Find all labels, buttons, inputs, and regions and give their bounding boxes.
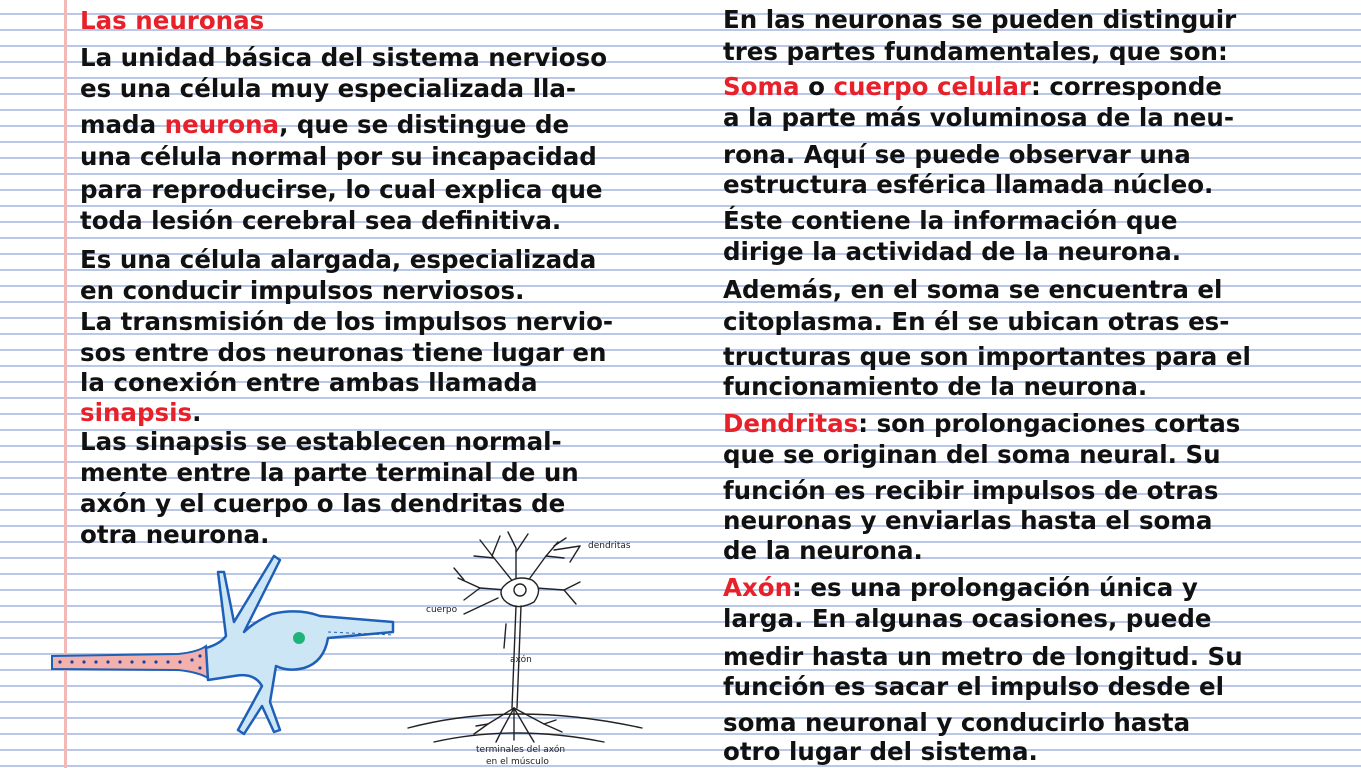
term-neurona: neurona [164,110,280,139]
text-line [80,399,201,427]
term-axon: Axón [723,573,793,602]
axon-terminal [52,646,208,678]
receiving-neuron [206,556,393,734]
text-line: toda lesión cerebral sea definitiva. [80,206,562,235]
text-fragment: mada [80,110,165,139]
text-line [723,574,1198,602]
text-line: medir hasta un metro de longitud. Su [723,642,1243,671]
text-line: rona. Aquí se puede observar una [723,140,1191,169]
neuron-diagram [404,528,654,768]
text-line: tres partes fundamentales, que son: [723,37,1228,66]
text-line: neuronas y enviarlas hasta el soma [723,506,1213,535]
text-line: otro lugar del sistema. [723,737,1038,766]
text-fragment: : es una prolongación única y [792,573,1198,602]
text-line: estructura esférica llamada núcleo. [723,170,1214,199]
right-column [723,0,1359,768]
text-line: función es recibir impulsos de otras [723,476,1219,505]
text-line: funcionamiento de la neurona. [723,372,1148,401]
label-musculo: en el músculo [486,757,549,767]
text-line [723,73,1222,101]
label-terminales: terminales del axón [476,745,566,755]
term-cuerpo-celular: cuerpo celular [833,72,1032,101]
text-line: soma neuronal y conducirlo hasta [723,708,1191,737]
text-line: sos entre dos neuronas tiene lugar en [80,338,607,367]
label-axon: axón [510,655,532,665]
text-line: La transmisión de los impulsos nervio- [80,307,614,336]
label-cuerpo: cuerpo [426,605,458,615]
text-line: la conexión entre ambas llamada [80,368,538,397]
text-line: que se originan del soma neural. Su [723,440,1221,469]
text-line: en conducir impulsos nerviosos. [80,276,525,305]
page-title: Las neuronas [80,6,265,35]
text-line: Éste contiene la información que [723,206,1178,235]
synapse-illustration [48,552,398,737]
text-line: Las sinapsis se establecen normal- [80,427,562,456]
nucleus [293,632,305,644]
text-line: mente entre la parte terminal de un [80,458,579,487]
text-line: otra neurona. [80,520,270,549]
left-column [80,0,720,560]
label-dendritas: dendritas [588,541,631,551]
text-line: una célula normal por su incapacidad [80,142,597,171]
text-line: Es una célula alargada, especializada [80,245,597,274]
text-line: Además, en el soma se encuentra el [723,275,1223,304]
text-line: larga. En algunas ocasiones, puede [723,604,1212,633]
text-line [723,410,1240,438]
text-fragment: : corresponde [1031,72,1223,101]
text-line: para reproducirse, lo cual explica que [80,175,603,204]
text-line: citoplasma. En él se ubican otras es- [723,307,1230,336]
text-line: a la parte más voluminosa de la neu- [723,103,1235,132]
text-line: función es sacar el impulso desde el [723,672,1225,701]
text-fragment: o [799,72,834,101]
text-line: dirige la actividad de la neurona. [723,237,1182,266]
text-line: La unidad básica del sistema nervioso [80,43,608,72]
term-sinapsis: sinapsis [80,398,193,427]
term-dendritas: Dendritas [723,409,859,438]
text-line: tructuras que son importantes para el [723,342,1251,371]
text-line: de la neurona. [723,536,923,565]
text-fragment: : son prolongaciones cortas [858,409,1241,438]
text-fragment: , que se distingue de [279,110,570,139]
text-line: es una célula muy especializada lla- [80,74,577,103]
text-line: En las neuronas se pueden distinguir [723,5,1237,34]
term-soma: Soma [723,72,800,101]
text-line: axón y el cuerpo o las dendritas de [80,489,566,518]
text-fragment: . [192,398,202,427]
text-line [80,111,569,139]
